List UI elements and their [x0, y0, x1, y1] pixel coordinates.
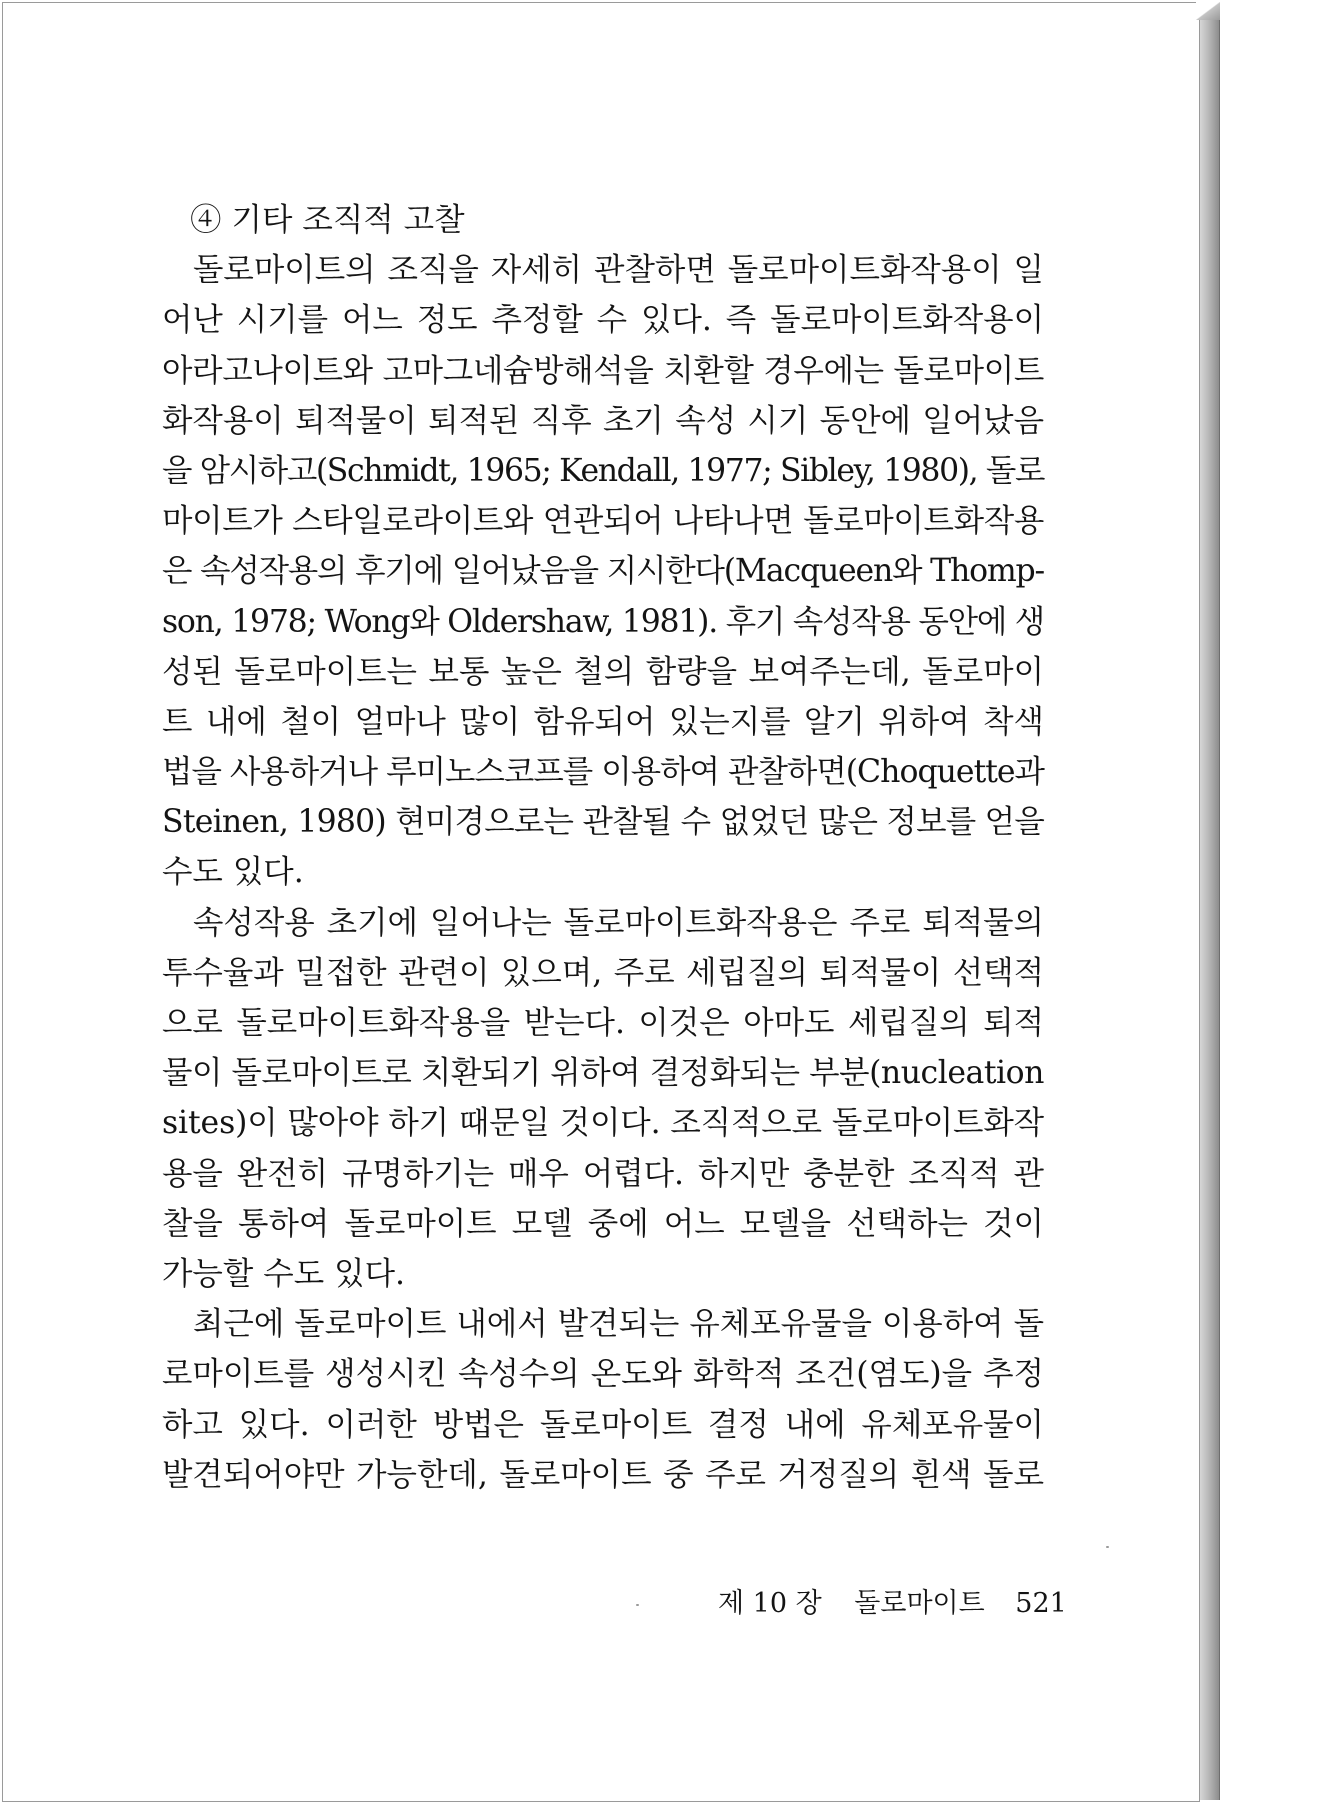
- text-line: 하고 있다. 이러한 방법은 돌로마이트 결정 내에 유체포유물이: [162, 1406, 1044, 1443]
- text-line: 속성작용 초기에 일어나는 돌로마이트화작용은 주로 퇴적물의: [193, 904, 1044, 941]
- text-line: 아라고나이트와 고마그네슘방해석을 치환할 경우에는 돌로마이트: [162, 352, 1044, 389]
- text-line: 돌로마이트의 조직을 자세히 관찰하면 돌로마이트화작용이 일: [193, 252, 1044, 289]
- text-line: 은 속성작용의 후기에 일어났음을 지시한다(Macqueen와 Thomp-: [162, 553, 1044, 590]
- text-line: 으로 돌로마이트화작용을 받는다. 이것은 아마도 세립질의 퇴적: [162, 1005, 1044, 1041]
- text-line: 가능할 수도 있다.: [162, 1255, 406, 1292]
- paragraph-1: [162, 245, 1044, 897]
- scan-speck: [1106, 1546, 1109, 1548]
- page-number: 521: [1015, 1588, 1067, 1619]
- text-line: son, 1978; Wong와 Oldershaw, 1981). 후기 속성작용 동안에 생: [162, 603, 1044, 640]
- text-line: 트 내에 철이 얼마나 많이 함유되어 있는지를 알기 위하여 착색: [162, 703, 1044, 740]
- text-line: 최근에 돌로마이트 내에서 발견되는 유체포유물을 이용하여 돌: [193, 1306, 1044, 1343]
- text-line: 찰을 통하여 돌로마이트 모델 중에 어느 모델을 선택하는 것이: [162, 1205, 1044, 1242]
- scan-speck: [636, 1604, 639, 1606]
- text-line: 성된 돌로마이트는 보통 높은 철의 함량을 보여주는데, 돌로마이: [162, 653, 1044, 690]
- page-corner-fold: [1196, 2, 1220, 20]
- page-stack-edge: [1200, 6, 1220, 1800]
- chapter-title: 돌로마이트: [854, 1588, 985, 1619]
- section-heading: ④ 기타 조직적 고찰: [190, 202, 465, 238]
- text-line: sites)이 많아야 하기 때문일 것이다. 조직적으로 돌로마이트화작: [162, 1105, 1044, 1142]
- text-line: 어난 시기를 어느 정도 추정할 수 있다. 즉 돌로마이트화작용이: [162, 302, 1044, 339]
- text-line: Steinen, 1980) 현미경으로는 관찰될 수 없었던 많은 정보를 얻을: [162, 804, 1044, 841]
- text-line: 발견되어야만 가능한데, 돌로마이트 중 주로 거정질의 흰색 돌로: [162, 1456, 1044, 1493]
- paragraph-2: [162, 898, 1044, 1300]
- text-line: 화작용이 퇴적물이 퇴적된 직후 초기 속성 시기 동안에 일어났음: [162, 402, 1044, 439]
- text-line: 용을 완전히 규명하기는 매우 어렵다. 하지만 충분한 조직적 관: [162, 1155, 1044, 1192]
- running-footer: [718, 1584, 1067, 1624]
- text-line: 을 암시하고(Schmidt, 1965; Kendall, 1977; Sibley, 1980), 돌로: [162, 452, 1044, 489]
- page-body: [162, 195, 1044, 1500]
- text-line: 로마이트를 생성시킨 속성수의 온도와 화학적 조건(염도)을 추정: [162, 1356, 1044, 1393]
- text-line: 마이트가 스타일로라이트와 연관되어 나타나면 돌로마이트화작용: [162, 503, 1044, 540]
- text-line: 수도 있다.: [162, 854, 304, 891]
- text-line: 물이 돌로마이트로 치환되기 위하여 결정화되는 부분(nucleation: [162, 1055, 1044, 1092]
- text-line: 법을 사용하거나 루미노스코프를 이용하여 관찰하면(Choquette과: [162, 754, 1044, 791]
- paragraph-3: [162, 1299, 1044, 1500]
- chapter-label: 제 10 장: [718, 1588, 822, 1619]
- text-line: 투수율과 밀접한 관련이 있으며, 주로 세립질의 퇴적물이 선택적: [162, 954, 1044, 991]
